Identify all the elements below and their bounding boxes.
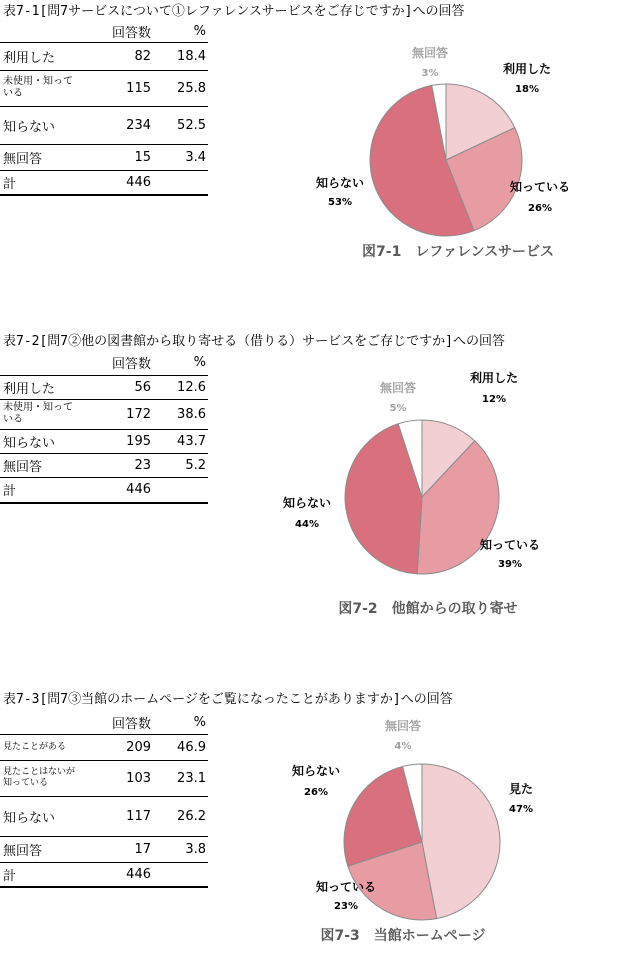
section-7-1 (0, 0, 622, 300)
percent-cell (157, 170, 208, 195)
slice-label: 利用した (469, 371, 519, 385)
percent-cell: 26.2 (157, 796, 208, 836)
percent-cell: 38.6 (157, 399, 208, 429)
section-7-3 (0, 688, 622, 965)
count-cell: 172 (85, 399, 157, 429)
count-cell: 117 (85, 796, 157, 836)
row-label: 計 (0, 170, 85, 195)
section-7-2 (0, 330, 622, 660)
percent-cell (157, 477, 208, 503)
row-label: 未使用・知っている (0, 399, 85, 429)
answer-table (0, 21, 208, 196)
percent-cell: 3.8 (157, 836, 208, 862)
table-caption: 表7-3[問7③当館のホームページをご覧になったことがありますか]への回答 (3, 692, 453, 707)
row-label: 無回答 (0, 836, 85, 862)
percent-cell: 43.7 (157, 429, 208, 453)
row-label: 未使用・知っている (0, 70, 85, 106)
answer-table (0, 351, 208, 504)
answer-table (0, 711, 208, 888)
header-cell: 回答数 (85, 711, 157, 734)
count-cell: 195 (85, 429, 157, 453)
row-label: 無回答 (0, 453, 85, 477)
count-cell: 15 (85, 144, 157, 170)
percent-cell: 25.8 (157, 70, 208, 106)
header-cell: 回答数 (85, 351, 157, 375)
count-cell: 446 (85, 170, 157, 195)
slice-label: 利用した (502, 62, 552, 76)
slice-label: 知らない (291, 764, 341, 778)
pie-slice-1 (422, 764, 500, 919)
header-cell: 回答数 (85, 21, 157, 42)
count-cell: 446 (85, 862, 157, 887)
count-cell: 115 (85, 70, 157, 106)
figure-title: 図7-2 他館からの取り寄せ (338, 601, 518, 617)
pie-slices (344, 764, 500, 920)
slice-percent: 26% (528, 203, 552, 214)
pie-chart-7-3 (272, 716, 582, 956)
row-label: 計 (0, 862, 85, 887)
slice-percent: 39% (498, 559, 522, 570)
header-cell: % (157, 351, 208, 375)
percent-cell: 46.9 (157, 734, 208, 760)
slice-percent: 12% (482, 394, 506, 405)
slice-percent: 3% (421, 68, 439, 79)
percent-cell (157, 862, 208, 887)
header-cell (0, 711, 85, 734)
pie-slices (345, 420, 499, 574)
count-cell: 23 (85, 453, 157, 477)
figure-title: 図7-1 レファレンスサービス (362, 244, 554, 260)
percent-cell: 23.1 (157, 760, 208, 796)
row-label: 無回答 (0, 144, 85, 170)
pie-slices (370, 84, 522, 236)
count-cell: 234 (85, 106, 157, 144)
percent-cell: 52.5 (157, 106, 208, 144)
row-label: 利用した (0, 42, 85, 70)
figure-title: 図7-3 当館ホームページ (320, 928, 486, 944)
slice-label: 無回答 (379, 381, 417, 395)
slice-label: 無回答 (411, 46, 449, 60)
row-label: 計 (0, 477, 85, 503)
header-cell: % (157, 21, 208, 42)
slice-percent: 47% (509, 804, 533, 815)
count-cell: 209 (85, 734, 157, 760)
slice-label: 知らない (315, 176, 365, 190)
slice-label: 知らない (282, 496, 332, 510)
slice-percent: 26% (304, 787, 328, 798)
row-label: 知らない (0, 796, 85, 836)
slice-label: 知っている (315, 880, 377, 894)
pie-chart-7-1 (300, 30, 600, 270)
row-label: 知らない (0, 429, 85, 453)
row-label: 見たことはないが知っている (0, 760, 85, 796)
row-label: 利用した (0, 375, 85, 399)
count-cell: 82 (85, 42, 157, 70)
count-cell: 17 (85, 836, 157, 862)
count-cell: 56 (85, 375, 157, 399)
count-cell: 446 (85, 477, 157, 503)
count-cell: 103 (85, 760, 157, 796)
slice-label: 見た (508, 782, 534, 796)
pie-chart-7-2 (272, 372, 582, 622)
slice-percent: 5% (389, 403, 407, 414)
slice-percent: 4% (394, 741, 412, 752)
row-label: 見たことがある (0, 734, 85, 760)
slice-label: 無回答 (384, 719, 422, 733)
header-cell: % (157, 711, 208, 734)
percent-cell: 5.2 (157, 453, 208, 477)
percent-cell: 18.4 (157, 42, 208, 70)
slice-percent: 18% (515, 84, 539, 95)
header-cell (0, 21, 85, 42)
table-caption: 表7-1[問7サービスについて①レファレンスサービスをご存じですか]への回答 (3, 4, 465, 19)
slice-label: 知っている (479, 538, 541, 552)
percent-cell: 12.6 (157, 375, 208, 399)
table-caption: 表7-2[問7②他の図書館から取り寄せる（借りる）サービスをご存じですか]への回答 (3, 334, 505, 349)
slice-label: 知っている (509, 180, 571, 194)
slice-percent: 53% (328, 197, 352, 208)
header-cell (0, 351, 85, 375)
slice-percent: 23% (334, 901, 358, 912)
slice-percent: 44% (295, 519, 319, 530)
percent-cell: 3.4 (157, 144, 208, 170)
row-label: 知らない (0, 106, 85, 144)
